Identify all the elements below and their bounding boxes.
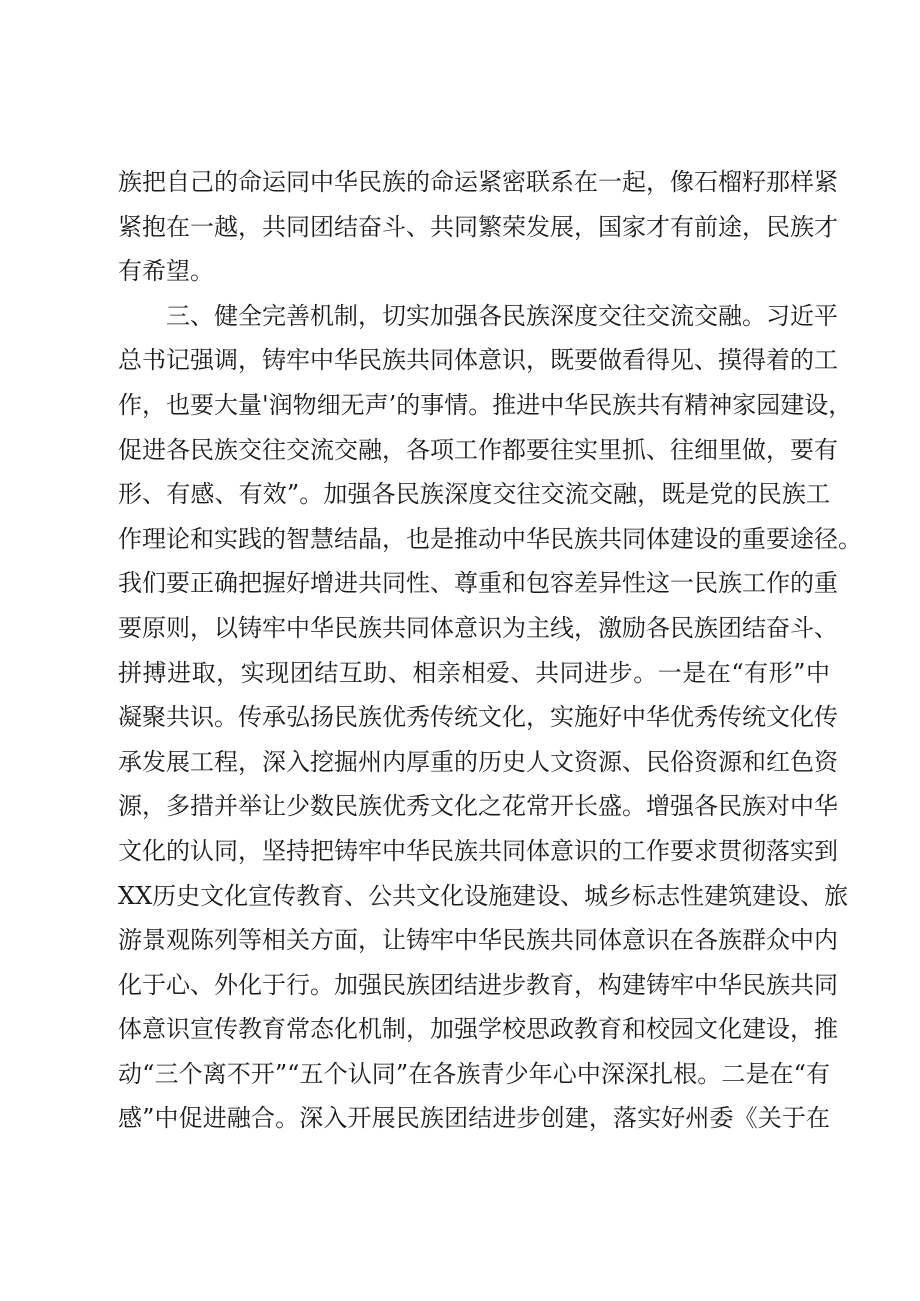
text-line: 拼搏进取，实现团结互助、相亲相爱、共同进步。一是在“有形”中 (118, 658, 830, 687)
text-line: 要原则，以铸牢中华民族共同体意识为主线，激励各民族团结奋斗、 (118, 613, 838, 642)
text-line: 凝聚共识。传承弘扬民族优秀传统文化，实施好中华优秀传统文化传 (118, 703, 838, 732)
text-line: 体意识宣传教育常态化机制，加强学校思政教育和校园文化建设，推 (118, 1015, 838, 1044)
text-line: 我们要正确把握好增进共同性、尊重和包容差异性这一民族工作的重 (118, 569, 838, 598)
text-line: 游景观陈列等相关方面，让铸牢中华民族共同体意识在各族群众中内 (118, 926, 838, 955)
text-line: 文化的认同，坚持把铸牢中华民族共同体意识的工作要求贯彻落实到 (118, 836, 838, 865)
text-line: 感”中促进融合。深入开展民族团结进步创建，落实好州委《关于在 (118, 1104, 830, 1133)
text-line: 源，多措并举让少数民族优秀文化之花常开长盛。增强各民族对中华 (118, 792, 838, 821)
text-line: 紧抱在一越，共同团结奋斗、共同繁荣发展，国家才有前途，民族才 (118, 212, 838, 241)
text-line: 作理论和实践的智慧结晶，也是推动中华民族共同体建设的重要途径。 (118, 524, 862, 553)
text-line: 族把自己的命运同中华民族的命运紧密联系在一起，像石榴籽那样紧 (118, 168, 838, 196)
body-text (118, 160, 862, 1141)
text-line: 承发展工程，深入挖掘州内厚重的历史人文资源、民俗资源和红色资 (118, 747, 838, 776)
text-line: 作，也要大量'润物细无声’的事情。推进中华民族共有精神家园建设， (118, 390, 853, 419)
section-heading-line: 三、健全完善机制，切实加强各民族深度交往交流交融。习近平 (166, 301, 838, 330)
text-line: XX历史文化宣传教育、公共文化设施建设、城乡标志性建筑建设、旅 (118, 881, 849, 910)
text-line: 形、有感、有效”。加强各民族深度交往交流交融，既是党的民族工 (118, 480, 830, 509)
text-line: 化于心、外化于行。加强民族团结进步教育，构建铸牢中华民族共同 (118, 970, 838, 999)
text-line: 有希望。 (118, 257, 214, 286)
text-line: 动“三个离不开”“五个认同”在各族青少年心中深深扎根。二是在“有 (118, 1059, 830, 1088)
text-line: 促进各民族交往交流交融，各项工作都要往实里抓、往细里做，要有 (118, 435, 838, 464)
text-line: 总书记强调，铸牢中华民族共同体意识，既要做看得见、摸得着的工 (118, 346, 838, 375)
